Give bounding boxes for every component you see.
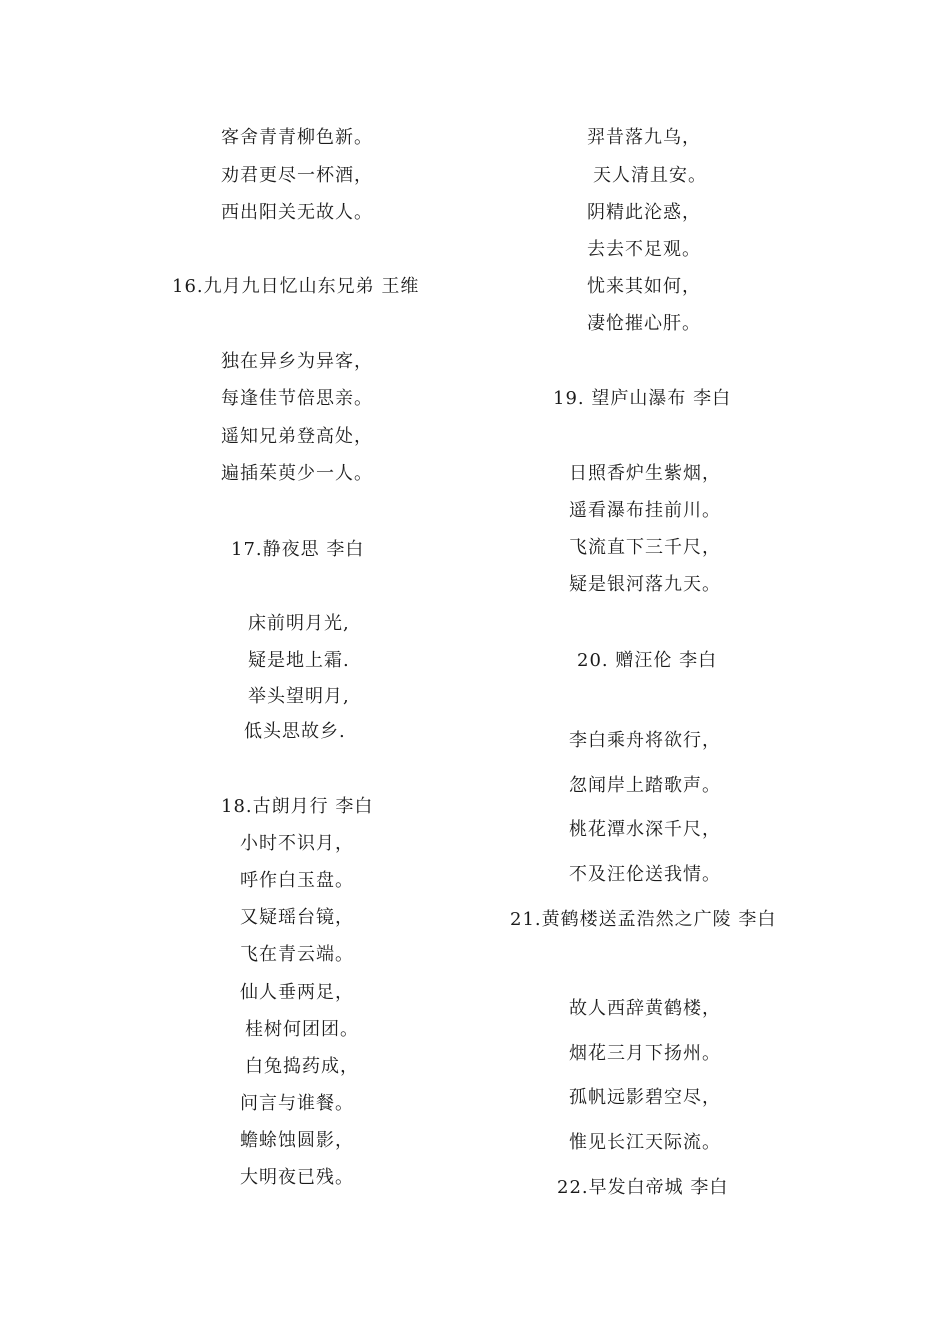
- poem-line: 又疑瑶台镜，: [240, 907, 354, 928]
- poem-line: 阴精此沦惑，: [587, 202, 701, 223]
- poem-line: 不及汪伦送我情。: [569, 864, 721, 885]
- poem-line: 飞在青云端。: [240, 944, 354, 965]
- poem-line: 低头思故乡.: [244, 721, 346, 742]
- poem-line: 烟花三月下扬州。: [569, 1043, 721, 1064]
- poem-line: 桂树何团团。: [245, 1019, 359, 1040]
- poem-line: 忽闻岸上踏歌声。: [569, 775, 721, 796]
- poem-title: 21.黄鹤楼送孟浩然之广陵 李白: [510, 909, 777, 930]
- poem-line: 大明夜已残。: [240, 1167, 354, 1188]
- poem-line: 独在异乡为异客，: [221, 351, 373, 372]
- poem-line: 遥看瀑布挂前川。: [569, 500, 721, 521]
- poem-title: 20. 赠汪伦 李白: [577, 650, 718, 671]
- poem-line: 故人西辞黄鹤楼，: [569, 998, 721, 1019]
- poem-line: 西出阳关无故人。: [221, 202, 373, 223]
- poem-line: 遥知兄弟登高处，: [221, 426, 373, 447]
- poem-line: 飞流直下三千尺，: [569, 537, 721, 558]
- poem-line: 李白乘舟将欲行，: [569, 730, 721, 751]
- poem-line: 小时不识月，: [240, 833, 354, 854]
- poem-line: 日照香炉生紫烟，: [569, 463, 721, 484]
- poem-line: 桃花潭水深千尺，: [569, 819, 721, 840]
- poem-line: 去去不足观。: [587, 239, 701, 260]
- poem-line: 天人清且安。: [593, 165, 707, 186]
- poem-line: 疑是地上霜.: [248, 650, 350, 671]
- poem-line: 白兔捣药成，: [245, 1056, 359, 1077]
- poem-title: 17.静夜思 李白: [231, 539, 365, 560]
- poem-line: 羿昔落九乌，: [587, 127, 701, 148]
- poem-line: 劝君更尽一杯酒，: [221, 165, 373, 186]
- poem-line: 呼作白玉盘。: [240, 870, 354, 891]
- poem-title: 16.九月九日忆山东兄弟 王维: [172, 276, 420, 297]
- poem-line: 仙人垂两足，: [240, 982, 354, 1003]
- poem-line: 客舍青青柳色新。: [221, 127, 373, 148]
- poem-line: 问言与谁餐。: [240, 1093, 354, 1114]
- poem-line: 每逢佳节倍思亲。: [221, 388, 373, 409]
- poem-line: 蟾蜍蚀圆影，: [240, 1130, 354, 1151]
- poem-title: 19. 望庐山瀑布 李白: [553, 388, 732, 409]
- poem-line: 忧来其如何，: [587, 276, 701, 297]
- poem-line: 遍插茱萸少一人。: [221, 463, 373, 484]
- poem-line: 疑是银河落九天。: [569, 574, 721, 595]
- poem-line: 惟见长江天际流。: [569, 1132, 721, 1153]
- poem-line: 举头望明月,: [248, 686, 350, 707]
- poem-line: 孤帆远影碧空尽，: [569, 1087, 721, 1108]
- poem-title: 18.古朗月行 李白: [221, 796, 374, 817]
- poem-line: 床前明月光,: [248, 613, 350, 634]
- poem-title: 22.早发白帝城 李白: [557, 1177, 729, 1198]
- poem-line: 凄怆摧心肝。: [587, 313, 701, 334]
